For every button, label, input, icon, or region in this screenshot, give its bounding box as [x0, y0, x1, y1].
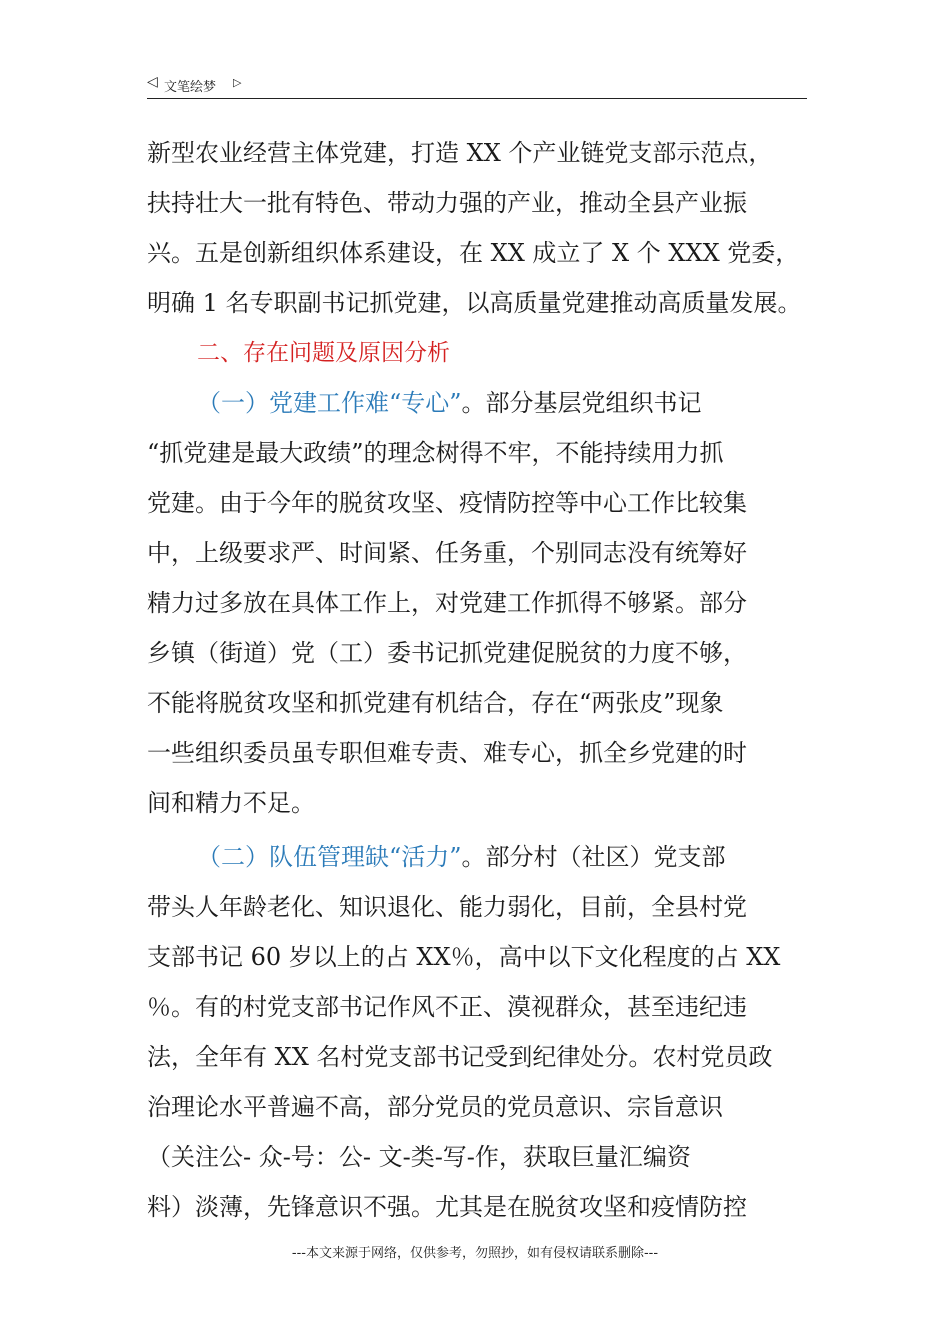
- text-line: 党建。由于今年的脱贫攻坚、疫情防控等中心工作比较集: [147, 489, 747, 517]
- text-line: 一些组织委员虽专职但难专责、难专心，抓全乡党建的时: [147, 739, 747, 767]
- triangle-right-icon: ▷: [233, 76, 242, 89]
- text-line: 乡镇（街道）党（工）委书记抓党建促脱贫的力度不够，: [147, 639, 747, 667]
- text-line: 不能将脱贫攻坚和抓党建有机结合，存在“两张皮”现象: [147, 689, 724, 717]
- text-line: 明确 1 名专职副书记抓党建，以高质量党建推动高质量发展。: [147, 289, 802, 317]
- section-title: 二、存在问题及原因分析: [197, 340, 450, 366]
- text-line: 料）淡薄，先锋意识不强。尤其是在脱贫攻坚和疫情防控: [147, 1193, 747, 1221]
- text-line: 兴。五是创新组织体系建设，在 XX 成立了 X 个 XXX 党委，: [147, 239, 800, 267]
- page-header: [147, 72, 807, 99]
- paragraph-section-2: [147, 832, 807, 1232]
- text-line: 带头人年龄老化、知识退化、能力弱化，目前，全县村党: [147, 893, 747, 921]
- document-body: [147, 128, 807, 1232]
- text-line: 法，全年有 XX 名村党支部书记受到纪律处分。农村党员政: [147, 1043, 773, 1071]
- subheading-1: （一）党建工作难“专心”: [197, 389, 462, 417]
- text-line: 支部书记 60 岁以上的占 XX％，高中以下文化程度的占 XX: [147, 943, 781, 971]
- text-line: 间和精力不足。: [147, 789, 315, 817]
- paragraph-section-1: [147, 378, 807, 828]
- text-line: [147, 832, 807, 882]
- text-run: 。部分基层党组织书记: [461, 389, 702, 417]
- text-line: （关注公- 众-号：公- 文-类-写-作，获取巨量汇编资: [147, 1143, 691, 1171]
- text-line: ％。有的村党支部书记作风不正、漠视群众，甚至违纪违: [147, 993, 747, 1021]
- text-line: 扶持壮大一批有特色、带动力强的产业，推动全县产业振: [147, 189, 747, 217]
- brand-name: 文笔绘梦: [164, 80, 217, 95]
- triangle-left-icon: ◁: [147, 74, 158, 90]
- text-line: 新型农业经营主体党建，打造 XX 个产业链党支部示范点，: [147, 139, 773, 167]
- text-line: 治理论水平普遍不高，部分党员的党员意识、宗旨意识: [147, 1093, 723, 1121]
- text-run: 。部分村（社区）党支部: [461, 843, 726, 871]
- text-line: “抓党建是最大政绩”的理念树得不牢，不能持续用力抓: [147, 439, 724, 467]
- text-line: 中，上级要求严、时间紧、任务重，个别同志没有统筹好: [147, 539, 747, 567]
- text-line: [147, 378, 807, 428]
- subheading-2: （二）队伍管理缺“活力”: [197, 843, 462, 871]
- text-line: 精力过多放在具体工作上，对党建工作抓得不够紧。部分: [147, 589, 747, 617]
- page-footer: ---本文来源于网络，仅供参考，勿照抄，如有侵权请联系删除---: [291, 1246, 659, 1261]
- paragraph-intro: [147, 128, 807, 328]
